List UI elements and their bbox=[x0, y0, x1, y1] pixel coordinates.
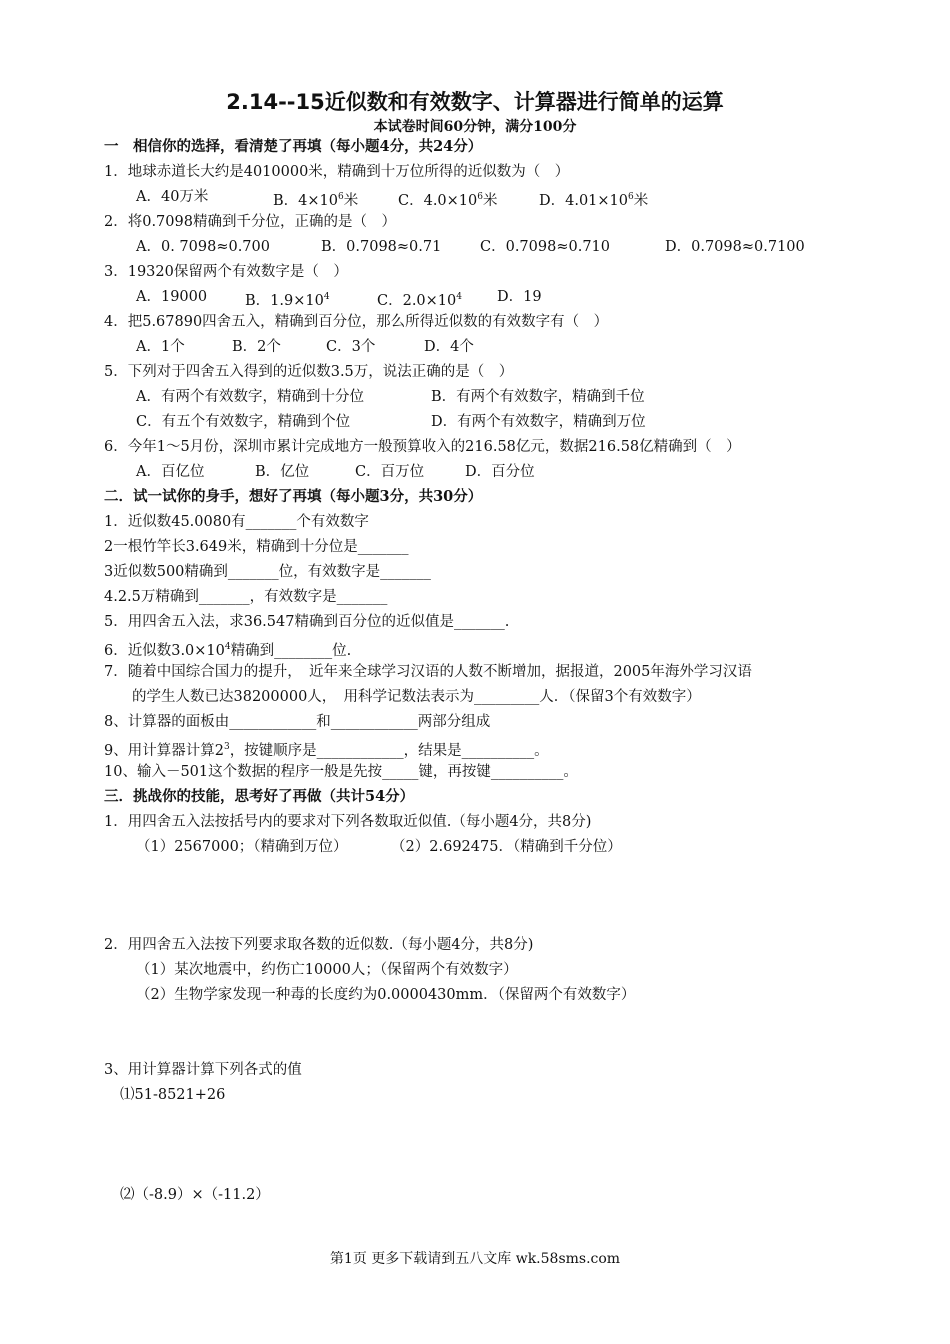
page-footer: 第1页 更多下载请到五八文库 wk.58sms.com bbox=[329, 1251, 621, 1267]
s1-q5-option-a: A．有两个有效数字，精确到十分位 bbox=[136, 389, 364, 405]
s1-q4-option-c: C．3个 bbox=[326, 339, 376, 355]
s3-q3-item-2: ⑵（-8.9）×（-11.2） bbox=[120, 1187, 270, 1203]
s2-question-9: 9、用计算器计算$2^3$，按键顺序是____________，结果是__________。 bbox=[104, 742, 549, 759]
s2-question-1: 1．近似数45.0080有_______个有效数字 bbox=[104, 514, 369, 530]
s2-question-8: 8、计算器的面板由____________和____________两部分组成 bbox=[104, 714, 491, 730]
s1-q2-option-a: A．0. 7098≈0.700 bbox=[136, 239, 270, 255]
s1-q1-option-c: C．$4.0\times 10^6$米 bbox=[398, 192, 498, 209]
s2-question-6: 6．近似数$3.0\times 10^4$精确到________位. bbox=[104, 642, 352, 659]
s3-q1-items: （1）2567000；（精确到万位） （2）2.692475．（精确到千分位） bbox=[136, 839, 622, 855]
s3-q2-item-1: （1）某次地震中，约伤亡10000人；（保留两个有效数字） bbox=[136, 962, 518, 978]
s2-question-7-line1: 7．随着中国综合国力的提升， 近年来全球学习汉语的人数不断增加，据报道，2005年海外学习汉语 bbox=[104, 664, 752, 680]
s1-question-5: 5．下列对于四舍五入得到的近似数3.5万，说法正确的是（ ） bbox=[104, 364, 514, 380]
s2-question-3: 3近似数500精确到_______位，有效数字是_______ bbox=[104, 564, 431, 580]
s1-q4-option-b: B．2个 bbox=[232, 339, 281, 355]
s1-q6-option-b: B．亿位 bbox=[255, 464, 310, 480]
exam-info: 本试卷时间60分钟，满分100分 bbox=[373, 119, 577, 135]
s1-q3-option-d: D．19 bbox=[497, 289, 542, 305]
s1-q5-option-c: C．有五个有效数字，精确到个位 bbox=[136, 414, 351, 430]
page-title: 2.14--15近似数和有效数字、计算器进行简单的运算 bbox=[226, 90, 724, 114]
s1-q2-option-c: C．0.7098≈0.710 bbox=[480, 239, 610, 255]
s1-q1-option-b: B．$4\times 10^6$米 bbox=[273, 192, 359, 209]
s1-q3-option-b: B．$1.9\times 10^4$ bbox=[245, 292, 330, 309]
s3-question-3: 3、用计算器计算下列各式的值 bbox=[104, 1062, 302, 1078]
s3-question-2: 2．用四舍五入法按下列要求取各数的近似数.（每小题4分，共8分) bbox=[104, 937, 534, 953]
s1-q1-option-d: D．$4.01\times 10^6$米 bbox=[539, 192, 649, 209]
s1-question-1: 1．地球赤道长大约是4010000米，精确到十万位所得的近似数为（ ） bbox=[104, 164, 570, 180]
section1-heading: 一 相信你的选择，看清楚了再填（每小题4分，共24分） bbox=[104, 138, 483, 155]
s3-q2-item-2: （2）生物学家发现一种毒的长度约为0.0000430mm．（保留两个有效数字） bbox=[136, 987, 636, 1003]
s1-q6-option-d: D．百分位 bbox=[465, 464, 535, 480]
s1-q6-option-a: A．百亿位 bbox=[136, 464, 205, 480]
s1-q2-option-d: D．0.7098≈0.7100 bbox=[665, 239, 805, 255]
s2-question-5: 5．用四舍五入法，求36.547精确到百分位的近似值是_______. bbox=[104, 614, 510, 630]
s1-q3-option-a: A．19000 bbox=[136, 289, 208, 305]
s1-question-3: 3．19320保留两个有效数字是（ ） bbox=[104, 264, 348, 280]
s1-question-2: 2．将0.7098精确到千分位，正确的是（ ） bbox=[104, 214, 396, 230]
s1-q5-option-b: B．有两个有效数字，精确到千位 bbox=[431, 389, 645, 405]
s2-question-7-line2: 的学生人数已达38200000人， 用科学记数法表示为_________人．（保留3个有效数字） bbox=[132, 689, 701, 705]
s1-q4-option-a: A．1个 bbox=[136, 339, 185, 355]
s1-q5-option-d: D．有两个有效数字，精确到万位 bbox=[431, 414, 646, 430]
s2-question-4: 4.2.5万精确到_______，有效数字是_______ bbox=[104, 589, 388, 605]
s3-q3-item-1: ⑴51-8521+26 bbox=[120, 1087, 226, 1103]
s1-q4-option-d: D．4个 bbox=[424, 339, 474, 355]
s1-question-4: 4．把5.67890四舍五入，精确到百分位，那么所得近似数的有效数字有（ ） bbox=[104, 314, 609, 330]
s1-question-6: 6．今年1～5月份，深圳市累计完成地方一般预算收入的216.58亿元，数据216.58亿精确到（ ） bbox=[104, 439, 741, 455]
s1-q3-option-c: C．$2.0\times 10^4$ bbox=[377, 292, 462, 309]
s2-question-2: 2一根竹竿长3.649米，精确到十分位是_______ bbox=[104, 539, 409, 555]
s1-q6-option-c: C．百万位 bbox=[355, 464, 425, 480]
s1-q1-option-a: A．40万米 bbox=[136, 189, 209, 205]
section3-heading: 三．挑战你的技能，思考好了再做（共计54分） bbox=[104, 788, 415, 805]
s2-question-10: 10、输入－501这个数据的程序一般是先按_____键，再按键__________。 bbox=[104, 764, 578, 780]
s1-q2-option-b: B．0.7098≈0.71 bbox=[321, 239, 442, 255]
s3-question-1: 1．用四舍五入法按括号内的要求对下列各数取近似值.（每小题4分，共8分) bbox=[104, 814, 592, 830]
section2-heading: 二．试一试你的身手，想好了再填（每小题3分，共30分） bbox=[104, 488, 483, 505]
